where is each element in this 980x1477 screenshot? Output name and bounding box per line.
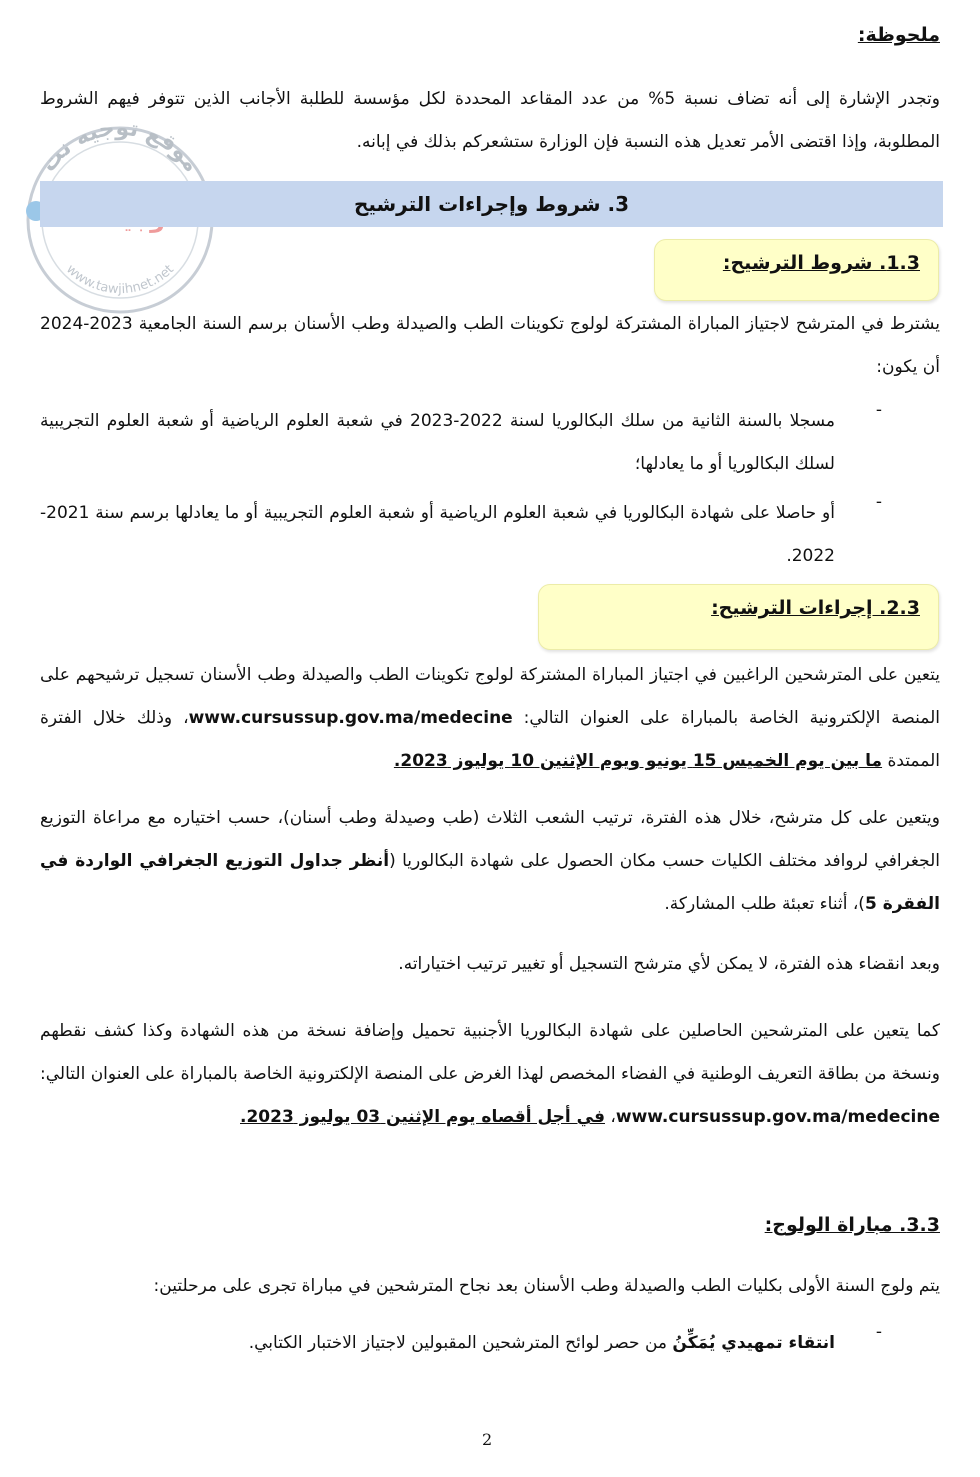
note-heading: ملحوظة:	[857, 24, 940, 46]
procedure-text: ،	[604, 1107, 616, 1127]
page-number: 2	[482, 1430, 493, 1449]
procedure-text: )، أثناء تعبئة طلب المشاركة.	[664, 894, 865, 914]
platform-url-link[interactable]: www.cursussup.gov.ma/medecine	[615, 1107, 940, 1127]
subsection-2-3-heading: 2.3. إجراءات الترشيح:	[711, 597, 920, 619]
bullet-dash: -	[875, 1322, 882, 1342]
platform-url-link[interactable]: www.cursussup.gov.ma/medecine	[188, 708, 513, 728]
procedure-paragraph-4	[40, 1010, 940, 1139]
exam-intro: يتم ولوج السنة الأولى بكليات الطب والصيدلة وطب الأسنان بعد نجاح المترشحين في مباراة تجرى على مرحلتين:	[153, 1276, 940, 1296]
procedure-paragraph-3: وبعد انقضاء هذه الفترة، لا يمكن لأي مترشح التسجيل أو تغيير ترتيب اختياراته.	[398, 954, 940, 974]
conditions-intro: يشترط في المترشح لاجتياز المباراة المشتركة لولوج تكوينات الطب والصيدلة وطب الأسنان برسم السنة الجامعية 2023-2024 أن يكون:	[40, 314, 940, 377]
subsection-1-3-heading: 1.3. شروط الترشيح:	[722, 252, 920, 274]
preselection-text: من حصر لوائح المترشحين المقبولين لاجتياز الاختبار الكتابي.	[248, 1333, 673, 1353]
geographic-tables-reference: أنظر جداول التوزيع الجغرافي الواردة في الفقرة 5	[40, 851, 940, 914]
preselection-label: انتقاء تمهيدي يُمَكِّنُ	[672, 1333, 835, 1353]
upload-deadline: في أجل أقصاه يوم الإثنين 03 يوليوز 2023.	[240, 1107, 605, 1127]
procedure-text: كما يتعين على المترشحين الحاصلين على شهادة البكالوريا الأجنبية تحميل وإضافة نسخة من هذه الشهادة وكذا كشف نقطهم ونسخة من بطاقة التعريف الوطنية في الفضاء المخصص لهذا الغرض على المنصة الإلكترونية الخاصة بالمباراة على العنوان التالي:	[40, 1021, 940, 1084]
exam-stage-bullet-1	[40, 1322, 835, 1365]
condition-bullet-2: أو حاصلا على شهادة البكالوريا في شعبة العلوم الرياضية أو شعبة العلوم التجريبية أو ما يعادلها برسم سنة 2021-2022.	[40, 503, 835, 566]
procedure-text: يتعين على المترشحين الراغبين في اجتياز المباراة المشتركة لولوج تكوينات الطب والصيدلة وطب الأسنان تسجيل ترشيحهم على المنصة الإلكترونية الخاصة بالمباراة على العنوان التالي:	[40, 665, 940, 728]
subsection-2-3-box	[538, 584, 939, 650]
registration-period: ما بين يوم الخميس 15 يونيو ويوم الإثنين 10 يوليوز 2023.	[393, 751, 883, 771]
subsection-3-3-heading: 3.3. مباراة الولوج:	[764, 1214, 940, 1236]
section-3-title-bar	[40, 181, 943, 227]
procedure-text: ويتعين على كل مترشح، خلال هذه الفترة، ترتيب الشعب الثلاث (طب وصيدلة وطب أسنان)، حسب اختياره مع مراعاة التوزيع الجغرافي لروافد مختلف الكليات حسب مكان الحصول على شهادة البكالوريا (	[40, 808, 941, 871]
bullet-dash: -	[875, 400, 882, 420]
section-3-title: 3. شروط وإجراءات الترشيح	[353, 192, 630, 216]
note-paragraph: وتجدر الإشارة إلى أنه تضاف نسبة 5% من عدد المقاعد المحددة لكل مؤسسة للطلبة الأجانب الذين تتوفر فيهم الشروط المطلوبة، وإذا اقتضى الأمر تعديل هذه النسبة فإن الوزارة ستشعركم بذلك في إبانه.	[40, 89, 940, 152]
watermark-arc-text: موقع توجيه نت	[36, 115, 205, 177]
bullet-dash: -	[875, 492, 882, 512]
subsection-1-3-box	[654, 239, 939, 301]
procedure-paragraph-1	[40, 654, 940, 783]
watermark-url: www.tawjihnet.net	[63, 261, 178, 298]
condition-bullet-1: مسجلا بالسنة الثانية من سلك البكالوريا لسنة 2022-2023 في شعبة العلوم الرياضية أو شعبة العلوم التجريبية لسلك البكالوريا أو ما يعادلها؛	[40, 411, 835, 474]
procedure-text: ، وذلك خلال الفترة الممتدة	[40, 708, 940, 771]
procedure-paragraph-2	[40, 797, 940, 926]
